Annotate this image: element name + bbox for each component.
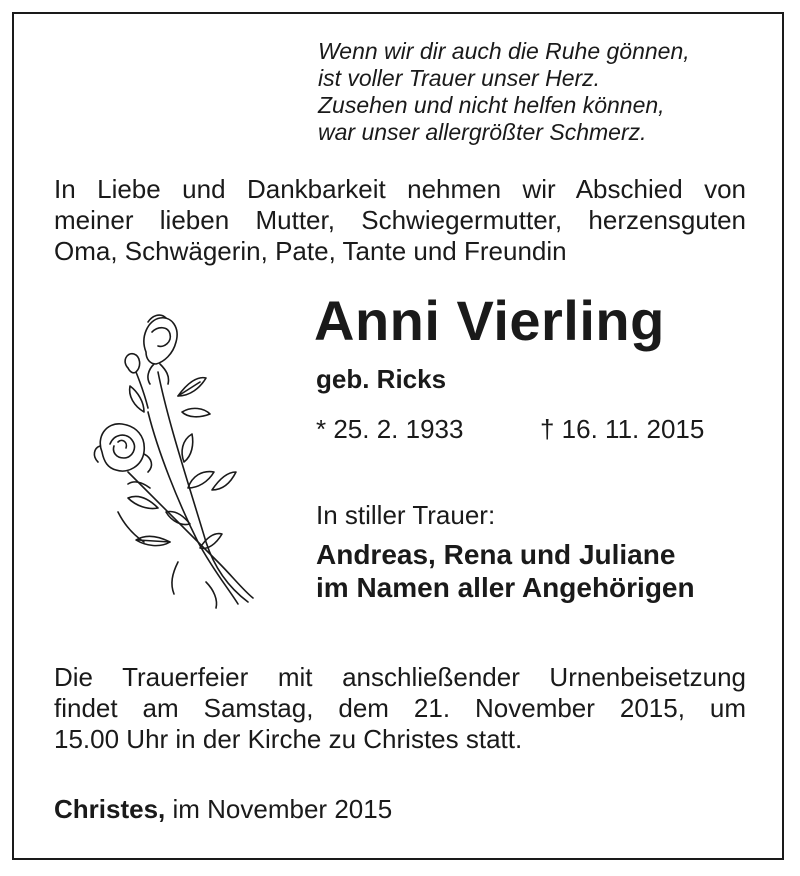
funeral-notice bbox=[54, 662, 746, 755]
mourners bbox=[316, 538, 695, 604]
maiden-name: geb. Ricks bbox=[316, 364, 447, 394]
deceased-name: Anni Vierling bbox=[314, 289, 665, 352]
intro-line: meiner lieben Mutter, Schwiegermutter, herzensguten bbox=[54, 205, 746, 235]
poem-line: Wenn wir dir auch die Ruhe gönnen, bbox=[318, 38, 690, 64]
birth-date: * 25. 2. 1933 bbox=[316, 414, 464, 444]
mourners-line: Andreas, Rena und Juliane bbox=[316, 539, 676, 570]
place-and-date bbox=[54, 794, 392, 825]
poem-line: Zusehen und nicht helfen können, bbox=[318, 92, 665, 118]
poem-line: ist voller Trauer unser Herz. bbox=[318, 65, 601, 91]
rose-icon bbox=[88, 312, 268, 612]
intro-line: Oma, Schwägerin, Pate, Tante und Freundin bbox=[54, 236, 567, 266]
poem bbox=[318, 38, 758, 146]
intro-line: In Liebe und Dankbarkeit nehmen wir Abschied von bbox=[54, 174, 746, 204]
place-name: Christes, bbox=[54, 794, 166, 824]
intro-text bbox=[54, 174, 746, 267]
death-date: † 16. 11. 2015 bbox=[540, 414, 705, 444]
funeral-line: Die Trauerfeier mit anschließender Urnenbeisetzung bbox=[54, 662, 746, 692]
closing-date: im November 2015 bbox=[172, 794, 393, 824]
poem-line: war unser allergrößter Schmerz. bbox=[318, 119, 647, 145]
mourners-line: im Namen aller Angehörigen bbox=[316, 572, 695, 603]
mourning-label: In stiller Trauer: bbox=[316, 500, 496, 530]
funeral-line: findet am Samstag, dem 21. November 2015, um bbox=[54, 693, 746, 723]
funeral-line: 15.00 Uhr in der Kirche zu Christes statt. bbox=[54, 724, 523, 754]
